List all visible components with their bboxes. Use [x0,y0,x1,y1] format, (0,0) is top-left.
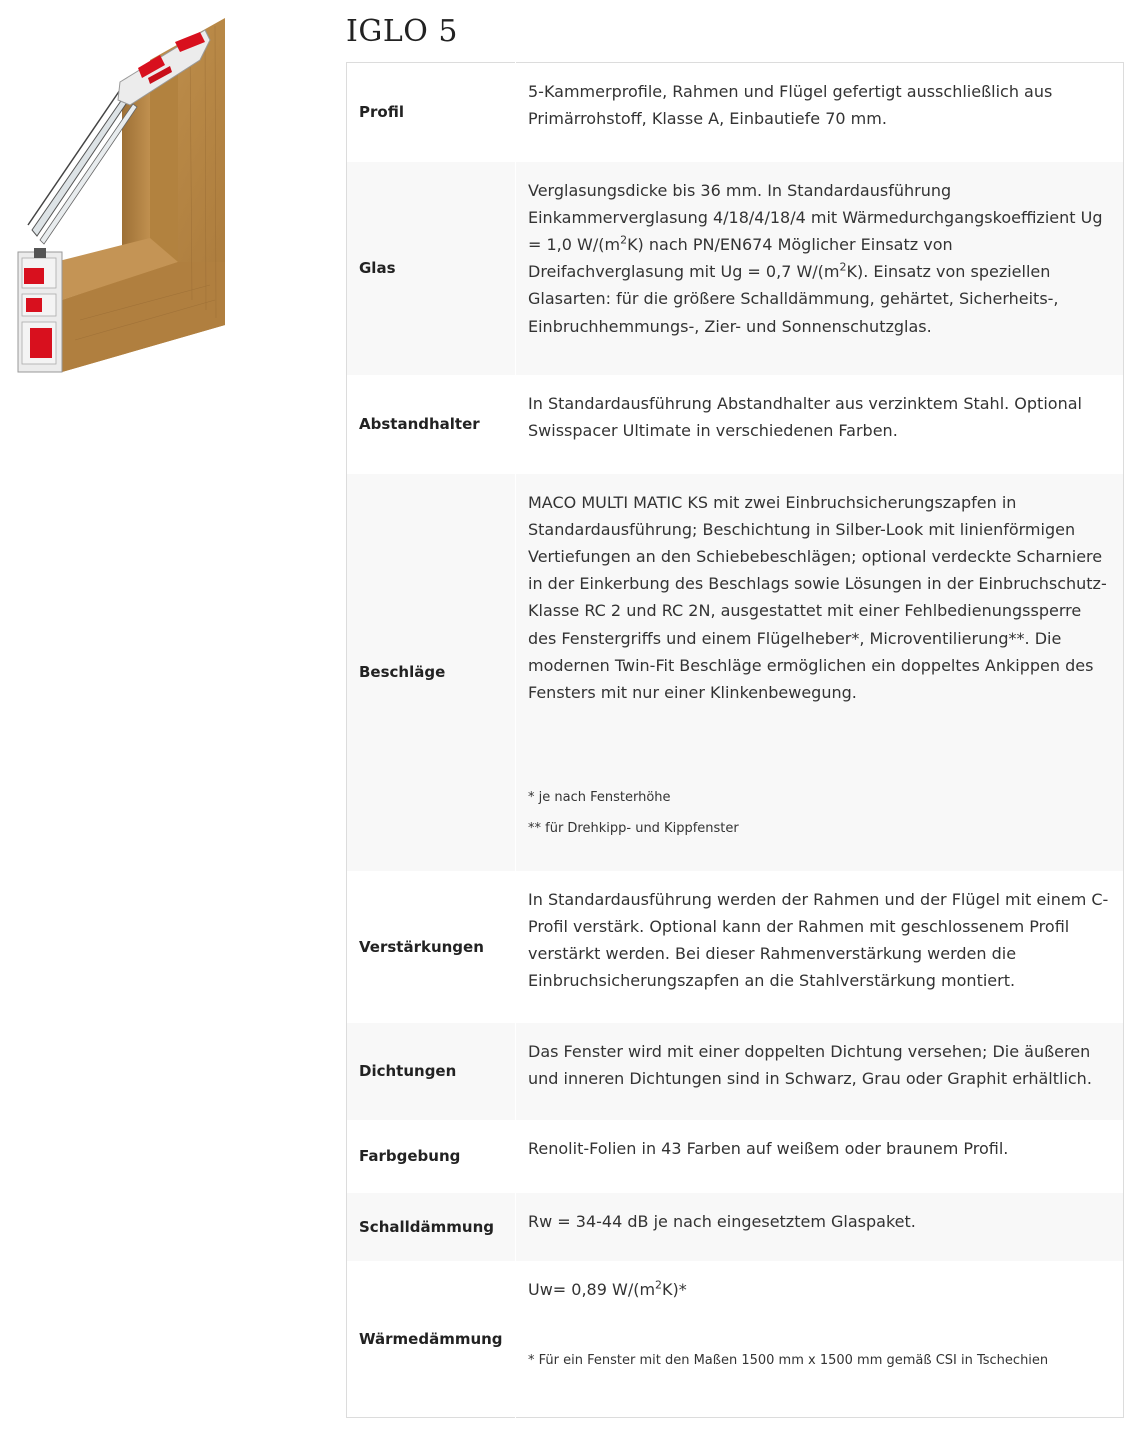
row-value [516,474,1124,871]
table-row [347,375,1124,474]
table-row [347,474,1124,871]
row-label: Beschläge [347,474,516,871]
row-text: Das Fenster wird mit einer doppelten Dichtung versehen; Die äußeren und inneren Dichtungen sind in Schwarz, Grau oder Graphit erhältlich. [528,1041,1092,1088]
table-row [347,871,1124,1023]
row-label: Wärmedämmung [347,1261,516,1418]
row-value [516,871,1124,1023]
row-text: In Standardausführung Abstandhalter aus verzinktem Stahl. Optional Swisspacer Ultimate in verschiedenen Farben. [528,393,1082,440]
table-row [347,63,1124,162]
row-label: Abstandhalter [347,375,516,474]
row-value [516,375,1124,474]
row-value [516,63,1124,162]
row-label: Profil [347,63,516,162]
table-row [347,1261,1124,1418]
table-row [347,162,1124,375]
row-text: Verglasungsdicke bis 36 mm. In Standardausführung Einkammerverglasung 4/18/4/18/4 mit Wärmedurchgangskoeffizient Ug = 1,0 $W/(m^2K)$ nach PN/EN674 Möglicher Einsatz von Dreifachverglasung mit Ug = 0,7 $W/(m^2K)$. Einsatz von speziellen Glasarten: für die größere Schalldämmung, gehärtet, Sicherheits-, Einbruchhemmungs-, Zier- und Sonnenschutzglas. [528,180,1103,336]
row-value [516,1023,1124,1120]
footnote: * Für ein Fenster mit den Maßen 1500 mm x 1500 mm gemäß CSI in Tschechien [528,1352,1049,1368]
row-text: Renolit-Folien in 43 Farben auf weißem oder braunem Profil. [528,1138,1009,1158]
row-label: Schalldämmung [347,1193,516,1261]
specification-table [346,62,1124,1418]
row-label: Verstärkungen [347,871,516,1023]
row-text: Uw= 0,89 $W/(m^2K)*$ [528,1278,687,1299]
footnote: ** für Drehkipp- und Kippfenster [528,821,739,837]
row-text: 5-Kammerprofile, Rahmen und Flügel gefertigt ausschließlich aus Primärrohstoff, Klasse A, Einbautiefe 70 mm. [528,82,1053,129]
row-text: In Standardausführung werden der Rahmen und der Flügel mit einem C-Profil verstärk. Optional kann der Rahmen mit geschlossenem Profil verstärkt werden. Bei dieser Rahmenverstärkung werden die Einbruchsicherungszapfen an die Stahlverstärkung montiert. [528,889,1109,991]
row-text: Rw = 34-44 dB je nach eingesetztem Glaspaket. [528,1211,916,1231]
table-row [347,1193,1124,1261]
row-label: Glas [347,162,516,375]
row-value [516,162,1124,375]
table-row [347,1023,1124,1120]
row-label: Farbgebung [347,1120,516,1193]
table-row [347,1120,1124,1193]
row-value [516,1261,1124,1418]
footnote: * je nach Fensterhöhe [528,790,671,806]
row-label: Dichtungen [347,1023,516,1120]
row-value [516,1120,1124,1193]
page-title: IGLO 5 [346,14,458,49]
row-value [516,1193,1124,1261]
window-profile-cross-section-icon [0,0,240,380]
row-text: MACO MULTI MATIC KS mit zwei Einbruchsicherungszapfen in Standardausführung; Beschichtung in Silber-Look mit linienförmigen Vertiefungen an den Schiebebeschlägen; optional verdeckte Scharniere in der Einkerbung des Beschlags sowie Lösungen in der Einbruchschutz-Klasse RC 2 und RC 2N, ausgestattet mit einer Fehlbedienungssperre des Fenstergriffs und einem Flügelheber*, Microventilierung**. Die modernen Twin-Fit Beschläge ermöglichen ein doppeltes Ankippen des Fensters mit nur einer Klinkenbewegung. [528,492,1107,702]
